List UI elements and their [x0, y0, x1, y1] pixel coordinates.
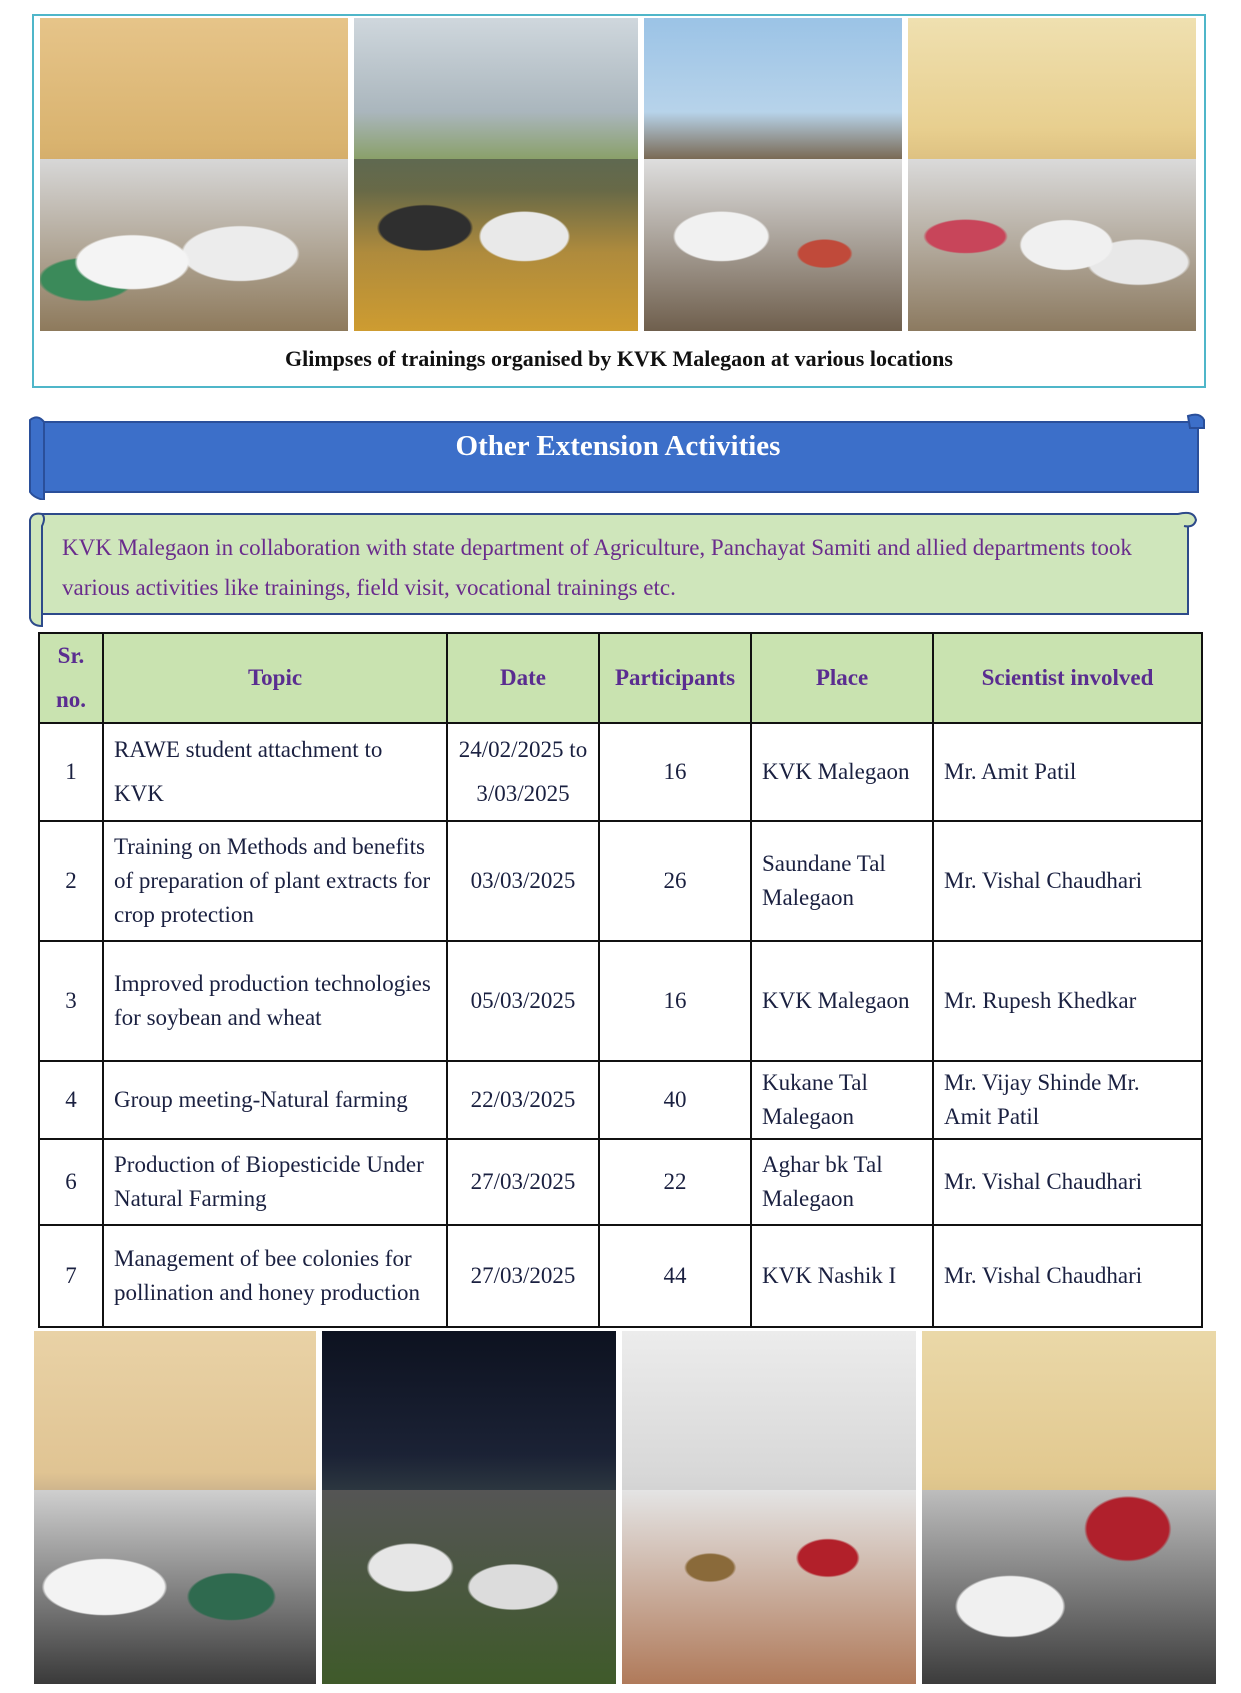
photo-caption: Glimpses of trainings organised by KVK Malegaon at various locations — [285, 346, 953, 371]
cell-scientist: Mr. Vijay Shinde Mr. Amit Patil — [933, 1061, 1202, 1139]
table-row — [39, 723, 1202, 821]
table-row — [39, 1139, 1202, 1225]
table-row — [39, 821, 1202, 941]
cell-topic: Training on Methods and benefits of preparation of plant extracts for crop protection — [103, 821, 447, 941]
cell-scientist: Mr. Amit Patil — [933, 723, 1202, 821]
cell-participants: 44 — [599, 1225, 751, 1327]
cell-date: 03/03/2025 — [447, 821, 599, 941]
cell-date: 27/03/2025 — [447, 1139, 599, 1225]
activities-table — [38, 632, 1203, 1328]
cell-participants: 16 — [599, 723, 751, 821]
cell-scientist: Mr. Vishal Chaudhari — [933, 1139, 1202, 1225]
table-row — [39, 941, 1202, 1061]
cell-sr: 1 — [39, 723, 103, 821]
header-place: Place — [751, 633, 933, 723]
section-banner — [28, 412, 1208, 500]
header-topic: Topic — [103, 633, 447, 723]
cell-sr: 3 — [39, 941, 103, 1061]
shed-meeting-photo — [354, 18, 638, 331]
cell-topic: Production of Biopesticide Under Natural Farming — [103, 1139, 447, 1225]
cell-sr: 6 — [39, 1139, 103, 1225]
cell-scientist: Mr. Vishal Chaudhari — [933, 1225, 1202, 1327]
cell-participants: 22 — [599, 1139, 751, 1225]
table-row — [39, 1061, 1202, 1139]
cell-place: Aghar bk Tal Malegaon — [751, 1139, 933, 1225]
village-hall-photo — [908, 18, 1196, 331]
top-photo-frame — [32, 14, 1206, 388]
bottom-photo-row — [34, 1331, 1216, 1684]
cell-topic: RAWE student attachment to KVK — [103, 723, 447, 821]
meeting-room-photo — [922, 1331, 1216, 1684]
banner-title: Other Extension Activities — [455, 430, 781, 462]
cell-place: Saundane Tal Malegaon — [751, 821, 933, 941]
intro-scroll — [28, 510, 1202, 630]
cell-participants: 40 — [599, 1061, 751, 1139]
outdoor-meeting-photo — [644, 18, 902, 331]
cell-date: 27/03/2025 — [447, 1225, 599, 1327]
cell-topic: Group meeting-Natural farming — [103, 1061, 447, 1139]
cell-scientist: Mr. Rupesh Khedkar — [933, 941, 1202, 1061]
table-row — [39, 1225, 1202, 1327]
cell-sr: 4 — [39, 1061, 103, 1139]
cell-sr: 2 — [39, 821, 103, 941]
cell-topic: Management of bee colonies for pollination and honey production — [103, 1225, 447, 1327]
top-photo-row — [40, 18, 1196, 331]
night-screening-photo — [322, 1331, 616, 1684]
cell-participants: 16 — [599, 941, 751, 1061]
intro-text: KVK Malegaon in collaboration with state department of Agriculture, Panchayat Samiti and allied departments took various activities like trainings, field visit, vocational trainings etc. — [62, 535, 1132, 600]
cell-place: Kukane Tal Malegaon — [751, 1061, 933, 1139]
presentation-hall-photo — [622, 1331, 916, 1684]
cell-date: 22/03/2025 — [447, 1061, 599, 1139]
cell-date: 24/02/2025 to 3/03/2025 — [447, 723, 599, 821]
cell-participants: 26 — [599, 821, 751, 941]
cell-sr: 7 — [39, 1225, 103, 1327]
cell-place: KVK Malegaon — [751, 723, 933, 821]
header-scientist: Scientist involved — [933, 633, 1202, 723]
header-date: Date — [447, 633, 599, 723]
cell-date: 05/03/2025 — [447, 941, 599, 1061]
header-sr: Sr. no. — [39, 633, 103, 723]
cell-place: KVK Nashik I — [751, 1225, 933, 1327]
cell-place: KVK Malegaon — [751, 941, 933, 1061]
table-header-row — [39, 633, 1202, 723]
training-hall-photo — [40, 18, 348, 331]
classroom-training-photo — [34, 1331, 316, 1684]
cell-scientist: Mr. Vishal Chaudhari — [933, 821, 1202, 941]
header-participants: Participants — [599, 633, 751, 723]
cell-topic: Improved production technologies for soybean and wheat — [103, 941, 447, 1061]
